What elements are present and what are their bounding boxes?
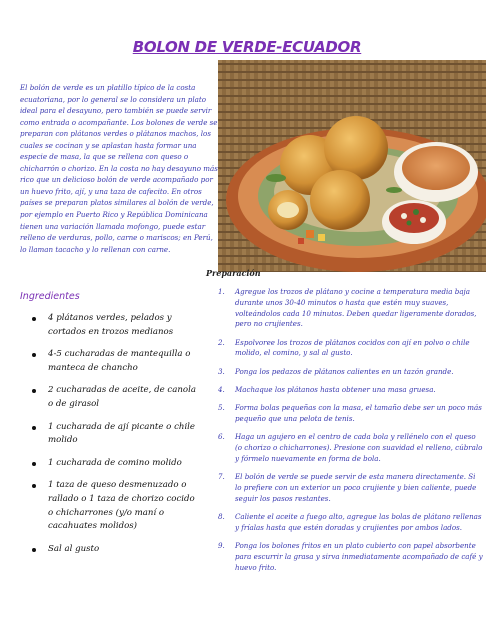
step-item [218, 432, 484, 464]
step-text: Forma bolas pequeñas con la masa, el tamaño debe ser un poco más pequeño que una pelota de tenis. [235, 403, 482, 424]
ingredient-item: 1 cucharada de ají picante o chile molido [32, 421, 202, 448]
ingredient-item: Sal al gusto [32, 543, 202, 557]
step-number: 6. [218, 432, 225, 442]
step-text: Ponga los bolones fritos en un plato cubierto con papel absorbente para escurrir la grasa y sirva inmediatamente acompañado de café y huevo frito. [235, 541, 483, 572]
ingredients-list [32, 312, 202, 565]
step-item [218, 385, 484, 396]
step-item [218, 472, 484, 504]
step-item [218, 338, 484, 360]
step-number: 8. [218, 512, 225, 522]
step-item [218, 512, 484, 534]
step-text: El bolón de verde se puede servir de esta manera directamente. Si lo prefiere con un exterior un poco crujiente y bien caliente, puede seguir los pasos restantes. [235, 472, 477, 503]
step-number: 7. [218, 472, 225, 482]
step-text: Ponga los pedazos de plátanos calientes en un tazón grande. [235, 366, 454, 376]
preparation-heading: Preparación [206, 268, 261, 278]
ingredient-item: 1 taza de queso desmenuzado o rallado o 1 taza de chorizo cocido o chicharrones (y/o maní o cacahuates molidos) [32, 479, 202, 533]
food-photo [218, 60, 486, 272]
step-text: Espolvoree los trozos de plátanos cocidos con ají en polvo o chile molido, el comino, y sal al gusto. [235, 337, 470, 358]
step-item [218, 541, 484, 573]
food-photo-icon [218, 60, 486, 272]
step-text: Machaque los plátanos hasta obtener una masa gruesa. [235, 385, 436, 395]
step-item [218, 403, 484, 425]
preparation-steps [218, 287, 484, 581]
step-number: 4. [218, 385, 225, 395]
step-text: Haga un agujero en el centro de cada bola y rellénelo con el queso (o chorizo o chicharrones). Presione con suavidad el relleno, cúbralo y fórmelo nuevamente en forma de bola. [235, 432, 483, 464]
step-number: 1. [218, 287, 225, 296]
step-item [218, 287, 484, 330]
page-title: BOLON DE VERDE-ECUADOR [132, 38, 362, 56]
step-number: 5. [218, 403, 225, 413]
step-number: 9. [218, 541, 225, 551]
step-text: Agregue los trozos de plátano y cocine a temperatura media baja durante unos 30-40 minutos o hasta que estén muy suaves, volteándolos cada 10 minutos. Deben quedar ligeramente dorados, pero no crujientes. [235, 287, 477, 329]
ingredient-item: 4 plátanos verdes, pelados y cortados en trozos medianos [32, 312, 202, 339]
step-text: Caliente el aceite a fuego alto, agregue las bolas de plátano rellenas y fríalas hasta que estén doradas y crujientes por ambos lados. [235, 512, 482, 533]
step-number: 2. [218, 337, 225, 347]
ingredient-item: 4-5 cucharadas de mantequilla o manteca de chancho [32, 348, 202, 375]
ingredient-item: 2 cucharadas de aceite, de canola o de girasol [32, 384, 202, 411]
step-number: 3. [218, 366, 225, 376]
intro-paragraph: El bolón de verde es un platillo típico de la costa ecuatoriana, por lo general se lo considera un plato ideal para el desayuno, pero también se puede servir como entrada o acompañante. Los bolones de verde se preparan con plátanos verdes o plátanos machos, los cuales se cocinan y se aplastan hasta formar una especie de masa, la que se rellena con queso o chicharrón o chorizo. En la costa no hay desayuno más rico que un delicioso bolón de verde acompañado por un huevo frito, ají, y una taza de cafecito. En otros países se preparan platos similares al bolón de verde, por ejemplo en Puerto Rico y República Dominicana tienen una variación llamada mofongo, puede estar relleno de verduras, pollo, carne o mariscos; en Perú, lo llaman tacacho y lo rellenan con carne. [20, 83, 218, 254]
ingredient-item: 1 cucharada de comino molido [32, 457, 202, 471]
ingredients-heading: Ingredientes [20, 291, 80, 302]
step-item [218, 367, 484, 378]
